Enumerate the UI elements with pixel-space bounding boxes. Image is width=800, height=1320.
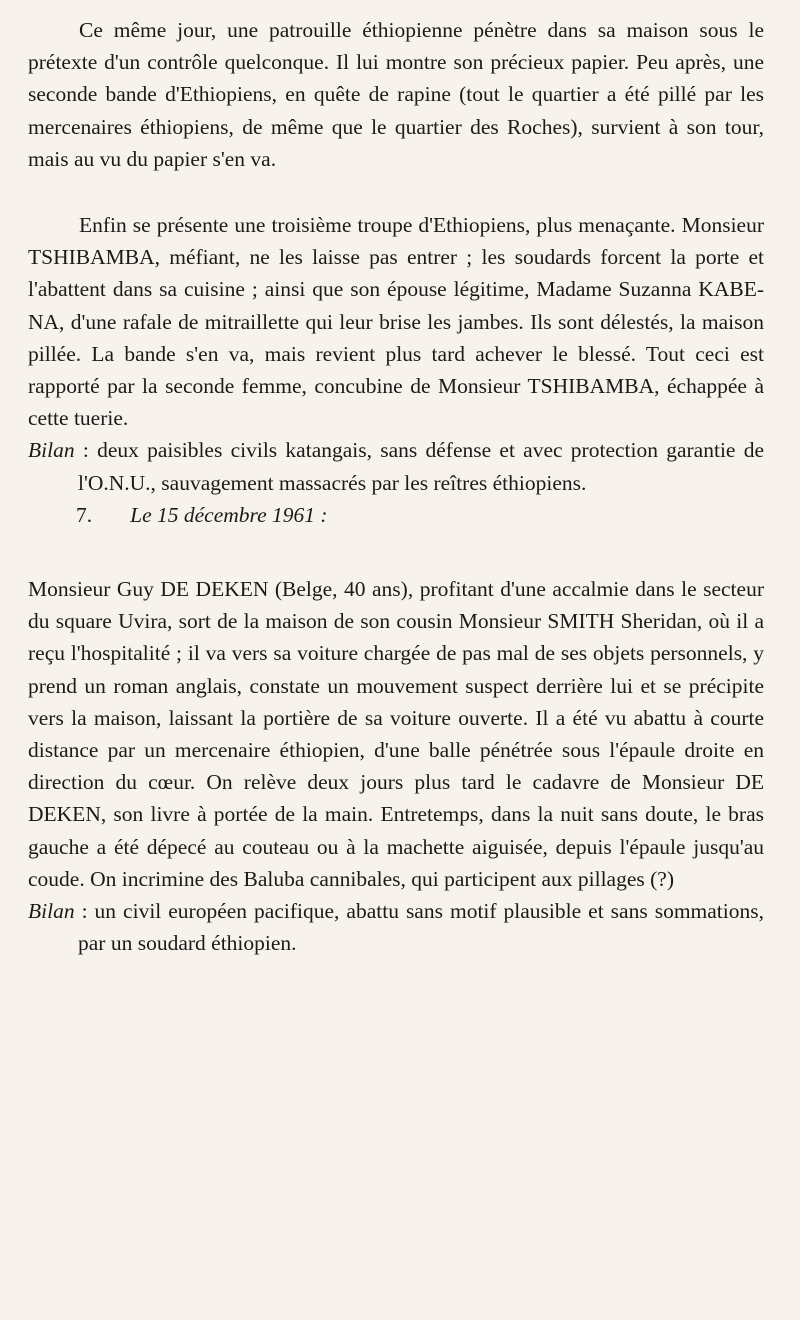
bilan-summary-2 bbox=[28, 895, 764, 959]
section-title: Le 15 décembre 1961 : bbox=[130, 502, 328, 527]
paragraph-de-deken: Monsieur Guy DE DEKEN (Belge, 40 ans), profitant d'une accalmie dans le secteur du square Uvira, sort de la maison de son cousin Monsieur SMITH Sheridan, où il a reçu l'hospitalité ; il va vers sa voiture chargée de pas mal de ses objets personnels, y prend un roman anglais, constate un mouvement suspect derrière lui et se précipite vers la maison, laissant la portière de sa voiture ouverte. Il a été vu abattu à courte distance par un mercenaire éthiopien, d'une balle pénétrée sous l'épaule droite en direction du cœur. On relève deux jours plus tard le cadavre de Monsieur DE DEKEN, son livre à portée de la main. Entretemps, dans la nuit sans doute, le bras gauche a été dépecé au couteau ou à la machette aiguisée, depuis l'épaule jusqu'au coude. On incrimine des Baluba cannibales, qui participent aux pillages (?) bbox=[28, 577, 764, 891]
paragraph-patrol: Ce même jour, une patrouille éthiopienne pénètre dans sa maison sous le prétexte d'un contrôle quelconque. Il lui montre son précieux papier. Peu après, une seconde bande d'Ethiopiens, en quête de rapine (tout le quartier a été pillé par les mercenaires éthiopiens, de même que le quartier des Roches), survient à son tour, mais au vu du papier s'en va. bbox=[28, 18, 764, 171]
bilan-text: : deux paisibles civils katangais, sans défense et avec protection garantie de l'O.N.U., sauvagement massacrés par les reîtres éthiopiens. bbox=[74, 438, 764, 495]
bilan-label: Bilan bbox=[28, 899, 75, 924]
paragraph-third-troop: Enfin se présente une troisième troupe d'Ethiopiens, plus menaçante. Monsieur TSHIBAMBA, méfiant, ne les laisse pas entrer ; les soudards forcent la porte et l'abattent dans sa cuisine ; ainsi que son épouse légitime, Madame Suzanna KABE-NA, d'une rafale de mitraillette qui leur brise les jambes. Ils sont délestés, la maison pillée. La bande s'en va, mais revient plus tard achever le blessé. Tout ceci est rapporté par la seconde femme, concubine de Monsieur TSHIBAMBA, échappée à cette tuerie. bbox=[28, 213, 764, 431]
section-number: 7. bbox=[76, 502, 93, 527]
bilan-summary-1 bbox=[28, 434, 764, 498]
section-heading bbox=[28, 499, 764, 531]
bilan-text: : un civil européen pacifique, abattu sans motif plausible et sans sommations, par un soudard éthiopien. bbox=[74, 899, 764, 956]
bilan-label: Bilan bbox=[28, 438, 75, 463]
